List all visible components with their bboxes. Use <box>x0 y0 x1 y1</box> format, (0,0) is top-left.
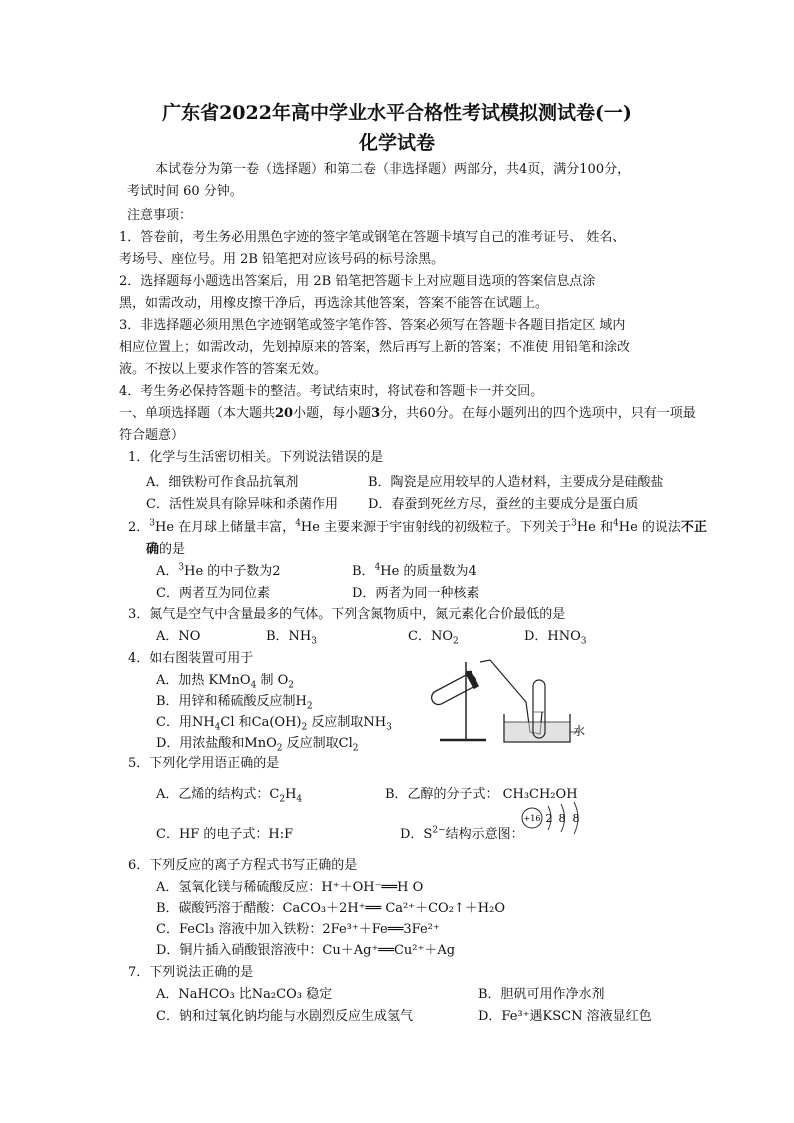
q5-option-c: C．HF 的电子式：H:F <box>156 827 294 842</box>
note-1b: 考场号、座位号。用 2B 铅笔把对应该号码的标号涂黑。 <box>119 252 445 267</box>
q3-stem: 3．氮气是空气中含量最多的气体。下列含氮物质中，氮元素化合价最低的是 <box>128 607 566 622</box>
q5-option-b: B．乙醇的分子式： CH₃CH₂OH <box>385 787 578 802</box>
q4-option-a: A．加热 KMnO$_4$ 制 $O_2$ <box>156 673 294 691</box>
q7-option-a: A．NaHCO₃ 比Na₂CO₃ 稳定 <box>156 987 333 1002</box>
shell-2-count: 8 <box>558 812 566 825</box>
q4-option-b: B．用锌和稀硫酸反应制$H_2$ <box>156 694 313 712</box>
water-label: 水 <box>573 724 586 738</box>
q2-option-a: A．$^3$He 的中子数为2 <box>156 562 281 579</box>
note-3a: 3．非选择题必须用黑色字迹钢笔或签字笔作答、答案必须写在答题卡各题目指定区 域内 <box>119 318 626 333</box>
section-1-heading: 一、单项选择题（本大题共20小题，每小题3分，共60分。在每小题列出的四个选项中，只有一项最 <box>119 406 696 421</box>
note-3b: 相应位置上；如需改动，先划掉原来的答案，然后再写上新的答案；不准使 用铅笔和涂改 <box>119 340 631 355</box>
q6-option-c: C．FeCl₃ 溶液中加入铁粉：2Fe³⁺＋Fe══3Fe²⁺ <box>156 922 440 937</box>
note-4: 4．考生务必保持答题卡的整洁。考试结束时，将试卷和答题卡一并交回。 <box>119 384 544 399</box>
q1-option-d: D．春蚕到死丝方尽，蚕丝的主要成分是蛋白质 <box>368 497 639 512</box>
q6-option-a: A．氢氧化镁与稀硫酸反应：H⁺＋OH⁻══H O <box>156 880 424 895</box>
note-1a: 1．答卷前，考生务必用黑色字迹的签字笔或钢笔在答题卡填写自己的准考证号、 姓名、 <box>119 230 626 245</box>
notes-heading: 注意事项： <box>127 208 193 223</box>
note-3c: 液。不按以上要求作答的答案无效。 <box>119 362 328 377</box>
page-title: 广东省2022年高中学业水平合格性考试模拟测试卷(一) <box>162 102 632 124</box>
q7-option-c: C．钠和过氧化钠均能与水剧烈反应生成氢气 <box>156 1009 413 1024</box>
q5-option-a: A．乙烯的结构式：$C_2H_4$ <box>156 787 303 805</box>
q3-option-a: A．NO <box>156 629 201 644</box>
q4-option-d: D．用浓盐酸和MnO$_2$ 反应制取$Cl_2$ <box>156 736 359 754</box>
page-subtitle: 化学试卷 <box>358 132 435 154</box>
q6-option-d: D．铜片插入硝酸银溶液中：Cu＋Ag⁺══Cu²⁺＋Ag <box>156 943 456 958</box>
nucleus-label: +16 <box>523 814 541 823</box>
gas-collection-apparatus-figure <box>430 652 590 748</box>
q1-option-c: C．活性炭具有除异味和杀菌作用 <box>146 497 338 512</box>
q5-option-d: D．$S^{2-}$结构示意图： <box>400 825 524 842</box>
q2-stem: 2．$^3$He 在月球上储量丰富，$^4$He 主要来源于宇宙射线的初级粒子。下列关于$^3$He 和$^4$He 的说法不正 <box>128 518 707 535</box>
q7-option-d: D．Fe³⁺遇KSCN 溶液显红色 <box>478 1009 652 1024</box>
q5-stem: 5．下列化学用语正确的是 <box>128 756 280 771</box>
q2-option-c: C．两者互为同位素 <box>156 586 270 601</box>
note-2b: 黑，如需改动，用橡皮擦干净后，再选涂其他答案，答案不能答在试题上。 <box>119 296 549 311</box>
q1-option-a: A．细铁粉可作食品抗氧剂 <box>146 475 299 490</box>
note-2a: 2．选择题每小题选出答案后，用 2B 铅笔把答题卡上对应题目选项的答案信息点涂 <box>119 274 596 289</box>
intro-line-2: 考试时间 60 分钟。 <box>127 184 243 199</box>
shell-1-count: 2 <box>545 812 553 825</box>
q6-option-b: B．碳酸钙溶于醋酸：CaCO₃＋2H⁺══ Ca²⁺＋CO₂↑＋H₂O <box>156 901 506 916</box>
sulfide-ion-structure-diagram <box>518 802 590 842</box>
section-1-heading-cont: 符合题意） <box>119 428 185 443</box>
q3-option-c: C．$NO_2$ <box>408 629 459 647</box>
q3-option-d: D．$HNO_3$ <box>524 629 587 647</box>
q6-stem: 6．下列反应的离子方程式书写正确的是 <box>128 858 358 873</box>
q4-option-c: C．用$NH_4Cl$ 和$Ca(OH)_2$ 反应制取$NH_3$ <box>156 715 392 733</box>
q7-stem: 7．下列说法正确的是 <box>128 965 254 980</box>
q1-option-b: B．陶瓷是应用较早的人造材料，主要成分是硅酸盐 <box>368 475 664 490</box>
q2-stem-cont: 确的是 <box>146 542 186 557</box>
shell-3-count: 8 <box>572 812 580 825</box>
q4-stem: 4．如右图装置可用于 <box>128 651 254 666</box>
q7-option-b: B．胆矾可用作净水剂 <box>478 987 605 1002</box>
q2-option-b: B．$^4$He 的质量数为4 <box>352 562 477 579</box>
q2-option-d: D．两者为同一种核素 <box>352 586 480 601</box>
q1-stem: 1．化学与生活密切相关。下列说法错误的是 <box>128 450 384 465</box>
q3-option-b: B．$NH_3$ <box>266 629 317 647</box>
intro-line-1: 本试卷分为第一卷（选择题）和第二卷（非选择题）两部分，共4页，满分100分， <box>155 162 631 177</box>
